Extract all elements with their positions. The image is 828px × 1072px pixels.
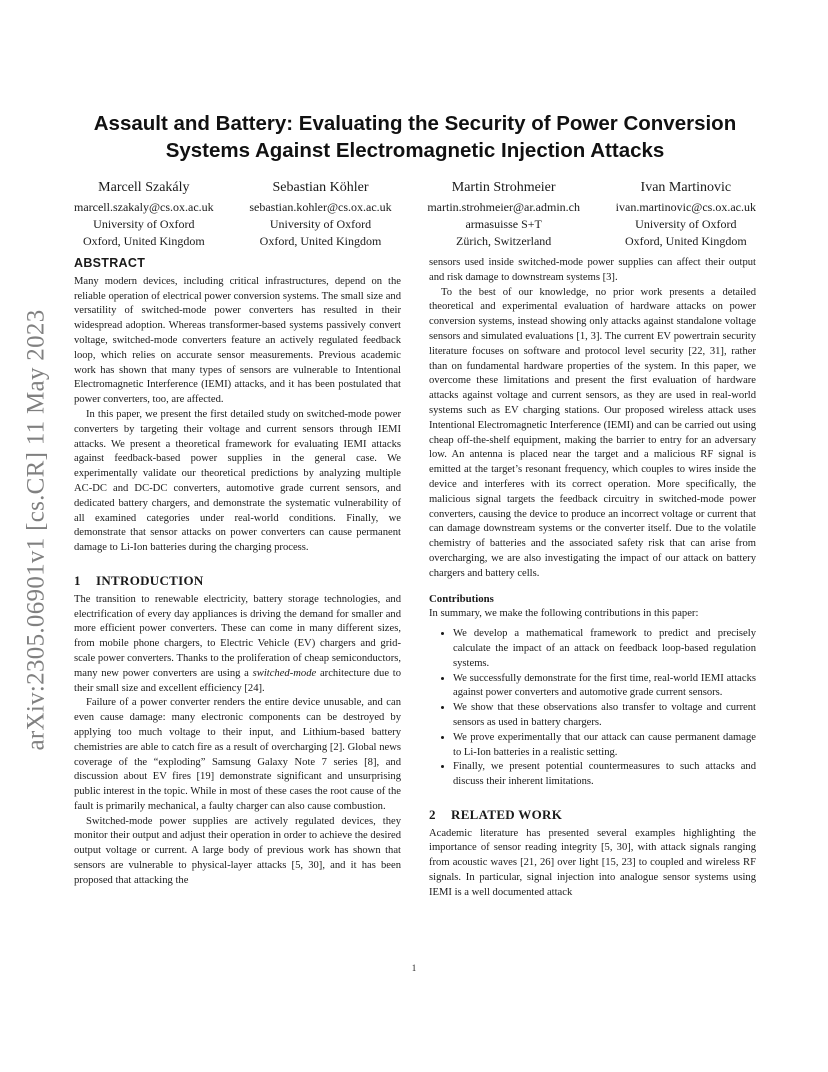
author [74, 178, 214, 250]
list-item: • We prove experimentally that our attack can cause permanent damage to Li-Ion batteries in a realistic setting. [453, 731, 756, 761]
list-item: • We show that these observations also transfer to voltage and current sensors as used in battery chargers. [453, 701, 756, 731]
author-email[interactable]: marcell.szakaly@cs.ox.ac.uk [74, 200, 214, 214]
author-block [74, 178, 756, 250]
section-title: RELATED WORK [451, 806, 563, 822]
abstract-paragraph: In this paper, we present the first detailed study on switched-mode power converters by targeting their voltage and current sensors through IEMI attacks. We present a theoretical framework for evaluating IEMI attacks against feedback-based power supplies in the general case. We experimentally validate our theoretical predictions by analyzing multiple AC-DC and DC-DC converters, automotive grade current sensors, and dedicated battery chargers, and demonstrate the systematic vulnerability of all examined categories under real-world conditions. Finally, we demonstrate that sensor attacks on power converters can cause permanent damage to Li-Ion batteries during the charging process. [74, 408, 401, 554]
section-number: 2 [429, 806, 436, 822]
body-paragraph [74, 593, 401, 697]
arxiv-identifier-text: arXiv:2305.06901v1 [cs.CR] 11 May 2023 [22, 309, 49, 751]
list-item: • Finally, we present potential countermeasures to such attacks and discuss their inherent limitations. [453, 760, 756, 790]
author-email[interactable]: ivan.martinovic@cs.ox.ac.uk [615, 200, 756, 214]
contributions-heading: Contributions [429, 592, 494, 605]
author-name: Marcell Szakály [98, 180, 190, 195]
body-paragraph: sensors used inside switched-mode power supplies can affect their output and risk damage to downstream systems [3]. [429, 257, 756, 283]
body-paragraph: Academic literature has presented several examples highlighting the importance of sensor reading integrity [5, 30], with attack signals ranging from acoustic waves [21, 26] over light [15, 23] to coupled and wireless RF signals. In particular, signal injection into analogue sensor systems using IEMI is a well documented attack [429, 827, 756, 898]
emphasis-text: switched-mode [252, 667, 317, 679]
right-column [429, 256, 756, 901]
section-title: INTRODUCTION [96, 572, 204, 588]
page-number: 1 [411, 963, 417, 973]
author [427, 178, 580, 250]
abstract-paragraph: Many modern devices, including critical infrastructures, depend on the reliable operation of electrical power conversion systems. The small size and versatility of switched-mode power converters has resulted in their widespread adoption. Whereas transformer-based systems passively convert voltage, switched-mode converters feature an actively regulated feedback loop, which relies on accurate sensor measurements. Previous academic work has shown that many types of sensors are vulnerable to Intentional Electromagnetic Interference (IEMI) attacks, and it has been postulated that power converters, too, are affected. [74, 275, 401, 406]
arxiv-identifier [18, 280, 54, 780]
body-paragraph: Switched-mode power supplies are actively regulated devices, they monitor their output and adjust their operation in order to achieve the desired output voltage or current. A large body of previous work has shown that sensors are vulnerable to physical-layer attacks [5, 30], and it has been proposed that attacking the [74, 815, 401, 886]
author-location: Oxford, United Kingdom [625, 234, 747, 248]
author-location: Zürich, Switzerland [456, 234, 552, 248]
author-email[interactable]: sebastian.kohler@cs.ox.ac.uk [249, 200, 392, 214]
author-name: Ivan Martinovic [640, 180, 732, 195]
left-column [74, 256, 401, 889]
section-heading-related-work [429, 808, 756, 823]
author-affiliation: armasuisse S+T [465, 217, 542, 231]
body-text: architecture due to their small size and excellent efficiency [24]. [74, 667, 402, 694]
list-item: • We develop a mathematical framework to predict and precisely calculate the impact of an attack on feedback loop-based regulation systems. [453, 627, 756, 671]
section-heading-introduction [74, 574, 401, 589]
author-name: Sebastian Köhler [272, 180, 369, 195]
abstract-heading: ABSTRACT [74, 256, 146, 270]
section-number: 1 [74, 572, 81, 588]
author-email[interactable]: martin.strohmeier@ar.admin.ch [427, 200, 580, 214]
author-name: Martin Strohmeier [451, 180, 556, 195]
body-text: The transition to renewable electricity, battery storage technologies, and electrification of every day appliances is driving the demand for smaller and more efficient power converters. These can come in many different sizes, from mobile phone chargers, to Electric Vehicle (EV) chargers and grid-scale power converters. Thanks to the proliferation of cheap semiconductors, many new power converters are using a [74, 593, 401, 679]
author-affiliation: University of Oxford [635, 217, 737, 231]
contributions-intro: In summary, we make the following contributions in this paper: [429, 608, 699, 620]
contributions-list [429, 627, 756, 790]
author-location: Oxford, United Kingdom [83, 234, 205, 248]
author [616, 178, 756, 250]
author-affiliation: University of Oxford [93, 217, 195, 231]
body-paragraph: Failure of a power converter renders the entire device unusable, and can even cause damage: many electronic components can be destroyed by applying too much voltage to their input, and Lithium-based battery chemistries are able to catch fire as a result of overcharging [2]. Global news coverage of the “exploding” Samsung Galaxy Note 7 series [8], and discussion about EV fires [19] demonstrate significant and unsurprising public interest in the topic. While in most of these cases the root cause of the fault is primarily mechanical, a faulty charger can also cause combustion. [74, 697, 401, 812]
author-affiliation: University of Oxford [269, 217, 372, 231]
body-paragraph: To the best of our knowledge, no prior work presents a detailed theoretical and experimental evaluation of hardware attacks on power conversion systems, instead showing only attacks against standalone voltage sensors and simulated evaluations [1, 3]. The current EV powertrain security literature focuses on software and protocol level security [22, 31], rather than on fundamental hardware properties of the system. In this paper, we overcome these limitations and present the first evaluation of hardware attacks against voltage and current sensors, as they are used in real-world systems such as EV charging stations. Our proposed wireless attack uses Intentional Electromagnetic Interference (IEMI) and can be carried out using cheap off-the-shelf equipment, making the barrier to entry for an adversary low. An antenna is placed near the target and a malicious RF signal is emitted at the target’s resonant frequency, which couples to wires inside the device and interferes with its correct operation. More specifically, the malicious signal targets the feedback circuitry in switched-mode power converters, causing the device to produce an incorrect voltage or current that can damage downstream systems or the converter itself. Due to the volatile chemistry of batteries and the associated safety risk that can arise from overcharging, we are also investigating the impact of our attack on battery chargers and battery cells. [429, 286, 756, 579]
list-item: • We successfully demonstrate for the first time, real-world IEMI attacks against power converters and automotive grade current sensors. [453, 672, 756, 702]
paper-title: Assault and Battery: Evaluating the Security of Power Conversion Systems Against Electromagnetic Injection Attacks [93, 112, 737, 162]
author-location: Oxford, United Kingdom [259, 234, 382, 248]
author [249, 178, 391, 250]
